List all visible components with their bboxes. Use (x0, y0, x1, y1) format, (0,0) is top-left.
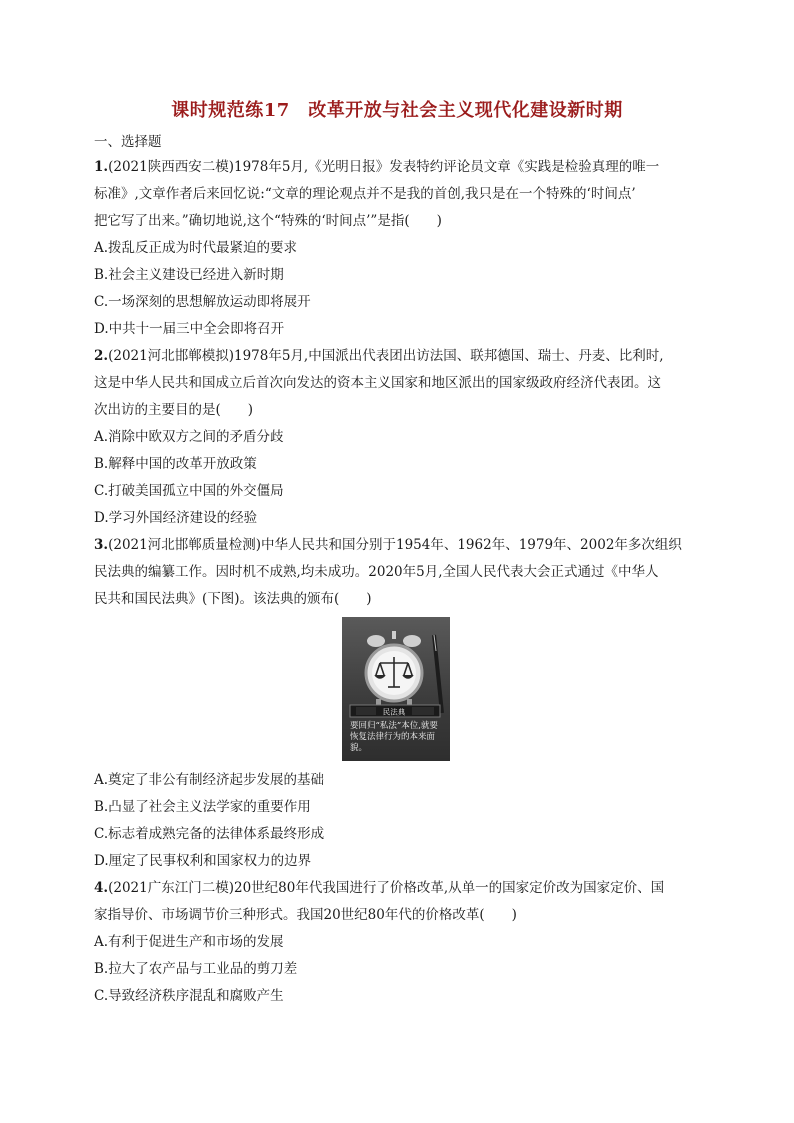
questions-list (94, 154, 702, 1010)
question-line: 把它写了出来。”确切地说,这个“特殊的‘时间点’”是指( ) (94, 213, 442, 229)
section-heading: 一、选择题 (94, 134, 162, 150)
question-line: 家指导价、市场调节价三种形式。我国20世纪80年代的价格改革( ) (94, 907, 517, 923)
question-line: 民法典的编纂工作。因时机不成熟,均未成功。2020年5月,全国人民代表大会正式通过《中华人 (94, 564, 659, 580)
question-line: 这是中华人民共和国成立后首次向发达的资本主义国家和地区派出的国家级政府经济代表团。这 (94, 375, 661, 391)
question-text: (2021广东江门二模)20世纪80年代我国进行了价格改革,从单一的国家定价改为国家定价、国 (108, 880, 665, 896)
question-4 (94, 875, 702, 1010)
civil-code-poster (342, 617, 450, 761)
question-line (94, 343, 702, 370)
option-b: B.社会主义建设已经进入新时期 (94, 267, 284, 283)
option-c: C.标志着成熟完备的法律体系最终形成 (94, 826, 325, 842)
question-line (94, 532, 702, 559)
option-b: B.凸显了社会主义法学家的重要作用 (94, 799, 311, 815)
option-a: A.有利于促进生产和市场的发展 (94, 934, 284, 950)
poster-caption: 要回归“私法”本位,就要恢复法律行为的本来面貌。 (350, 721, 438, 753)
question-number: 3. (94, 537, 109, 553)
option-c: C.打破美国孤立中国的外交僵局 (94, 483, 284, 499)
figure-container (94, 613, 702, 767)
page-title: 课时规范练17 改革开放与社会主义现代化建设新时期 (171, 100, 623, 121)
option-b: B.解释中国的改革开放政策 (94, 456, 257, 472)
question-line: 次出访的主要目的是( ) (94, 402, 254, 418)
question-number: 1. (94, 159, 109, 175)
question-line (94, 875, 702, 902)
question-2 (94, 343, 702, 532)
question-number: 2. (94, 348, 109, 364)
question-1 (94, 154, 702, 343)
option-d: D.中共十一届三中全会即将召开 (94, 321, 285, 337)
book-label: 民法典 (382, 707, 406, 717)
question-line: 标准》,文章作者后来回忆说:“文章的理论观点并不是我的首创,我只是在一个特殊的‘时间点’ (94, 186, 636, 202)
question-line (94, 154, 702, 181)
option-b: B.拉大了农产品与工业品的剪刀差 (94, 961, 298, 977)
question-number: 4. (94, 880, 109, 896)
option-a: A.拨乱反正成为时代最紧迫的要求 (94, 240, 298, 256)
option-d: D.学习外国经济建设的经验 (94, 510, 258, 526)
option-c: C.导致经济秩序混乱和腐败产生 (94, 988, 284, 1004)
alarm-bell-right (403, 635, 421, 647)
option-d: D.厘定了民事权利和国家权力的边界 (94, 853, 312, 869)
alarm-bell-left (367, 635, 385, 647)
question-text: (2021陕西西安二模)1978年5月,《光明日报》发表特约评论员文章《实践是检验真理的唯一 (108, 159, 660, 175)
question-3 (94, 532, 702, 875)
option-c: C.一场深刻的思想解放运动即将展开 (94, 294, 311, 310)
option-a: A.奠定了非公有制经济起步发展的基础 (94, 772, 325, 788)
question-text: (2021河北邯郸质量检测)中华人民共和国分别于1954年、1962年、1979年、2002年多次组织 (108, 537, 682, 553)
question-line: 民共和国民法典》(下图)。该法典的颁布( ) (94, 591, 372, 607)
option-a: A.消除中欧双方之间的矛盾分歧 (94, 429, 284, 445)
question-text: (2021河北邯郸模拟)1978年5月,中国派出代表团出访法国、联邦德国、瑞士、丹麦、比利时, (108, 348, 664, 364)
